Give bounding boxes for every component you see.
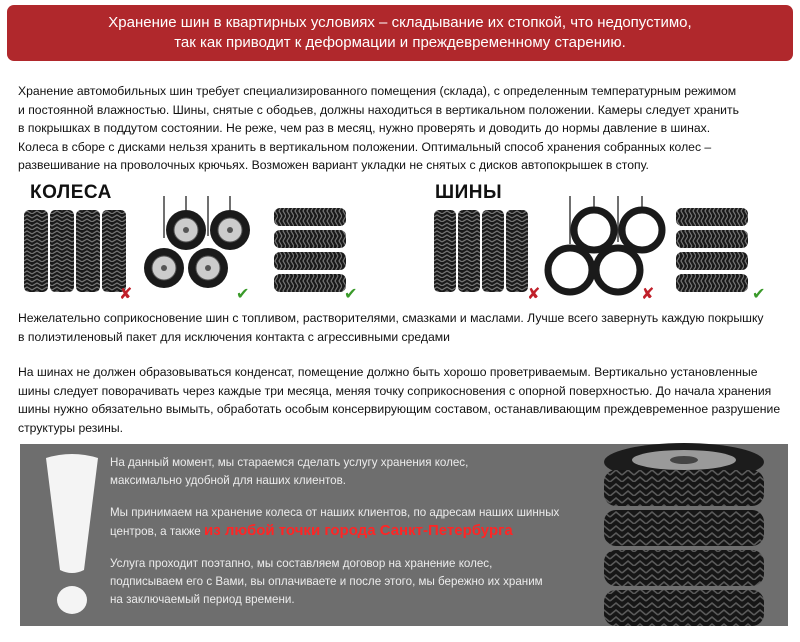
promo-line: на заключаемый период времени. — [110, 593, 295, 606]
cross-mark-icon: ✘ — [119, 286, 133, 303]
check-mark-icon: ✔ — [236, 286, 250, 303]
promo-highlight: из любой точки города Санкт-Петербурга — [203, 522, 513, 539]
wheel-icon — [144, 248, 184, 288]
promo-line: подписываем его с Вами, вы оплачиваете и после этого, мы бережно их храним — [110, 575, 543, 588]
cross-mark-icon: ✘ — [527, 286, 541, 303]
contact-line: в полиэтиленовый пакет для исключения контакта с агрессивными средами — [18, 329, 450, 344]
banner-line-1: Хранение шин в квартирных условиях – складывание их стопкой, что недопустимо, — [108, 14, 692, 31]
tire-icon — [574, 210, 614, 250]
promo-line: Мы принимаем на хранение колеса от наших клиентов, по адресам наших шинных — [110, 506, 560, 519]
intro-line: и постоянной влажностью. Шины, снятые с ободьев, должны находиться в вертикальном положении. Камеры следует хранить — [18, 102, 739, 117]
promo-line: максимально удобной для наших клиентов. — [110, 474, 346, 487]
tires-upright-illustration — [432, 206, 532, 296]
tires-stacked-illustration — [672, 206, 752, 298]
promo-paragraph-3 — [110, 555, 610, 609]
contact-line: Нежелательно соприкосновение шин с топливом, растворителями, смазками и маслами. Лучше всего завернуть каждую покрышку — [18, 311, 764, 325]
intro-paragraph — [18, 82, 788, 175]
tire-stack-image — [598, 440, 768, 630]
intro-line: Хранение автомобильных шин требует специализированного помещения (склада), с определенным температурным режимом — [18, 84, 737, 98]
intro-line: Колеса в сборе с дисками нельзя хранить в вертикальном положении. Оптимальный способ хранения собранных колес – — [18, 139, 712, 154]
header-banner — [7, 5, 793, 61]
ventilation-line: структуры резины. — [18, 420, 124, 435]
ventilation-line: На шинах не должен образовываться конденсат, помещение должно быть хорошо проветриваемым. Вертикально установленные — [18, 365, 758, 379]
promo-paragraph-1 — [110, 454, 610, 490]
wheels-stacked-illustration — [270, 206, 350, 298]
wheels-label: КОЛЕСА — [30, 182, 112, 203]
exclamation-icon — [32, 452, 112, 618]
check-mark-icon: ✔ — [752, 286, 766, 303]
tire-icon — [604, 590, 764, 626]
tire-icon — [604, 550, 764, 586]
ventilation-paragraph — [18, 363, 788, 437]
banner-line-2: так как приводит к деформации и преждевременному старению. — [174, 34, 626, 51]
contact-paragraph — [18, 309, 788, 346]
wheel-icon — [210, 210, 250, 250]
promo-text — [110, 454, 610, 623]
tire-icon — [548, 248, 592, 292]
intro-line: развешивание на проволочных крючьях. Возможен вариант укладки не снятых с дисков автопокрышек в стопу. — [18, 158, 649, 172]
ventilation-line: шины нужно обязательно вымыть, обработать особым консервирующим составом, останавливающим преждевременное разрушение — [18, 402, 781, 416]
wheels-upright-illustration — [22, 206, 128, 296]
wheels-hanging-illustration — [134, 196, 252, 302]
ventilation-line: шины следует поворачивать через каждые три месяца, меняя точку соприкосновения с опорной поверхностью. До начала хранения — [18, 383, 772, 398]
promo-paragraph-2 — [110, 504, 610, 541]
promo-line: На данный момент, мы стараемся сделать услугу хранения колес, — [110, 456, 469, 469]
tires-label: ШИНЫ — [435, 182, 503, 203]
intro-line: в покрышках в поддутом состоянии. Не реже, чем раз в месяц, нужно проверять и доводить до нормы давление в шинах. — [18, 121, 711, 135]
wheel-icon — [166, 210, 206, 250]
tire-icon — [622, 210, 662, 250]
cross-mark-icon: ✘ — [641, 286, 655, 303]
tire-icon — [604, 470, 764, 506]
tire-icon — [604, 510, 764, 546]
promo-line: Услуга проходит поэтапно, мы составляем договор на хранение колес, — [110, 557, 493, 570]
promo-line: центров, а также — [110, 525, 201, 538]
tire-icon — [596, 248, 640, 292]
wheel-icon — [188, 248, 228, 288]
check-mark-icon: ✔ — [344, 286, 358, 303]
